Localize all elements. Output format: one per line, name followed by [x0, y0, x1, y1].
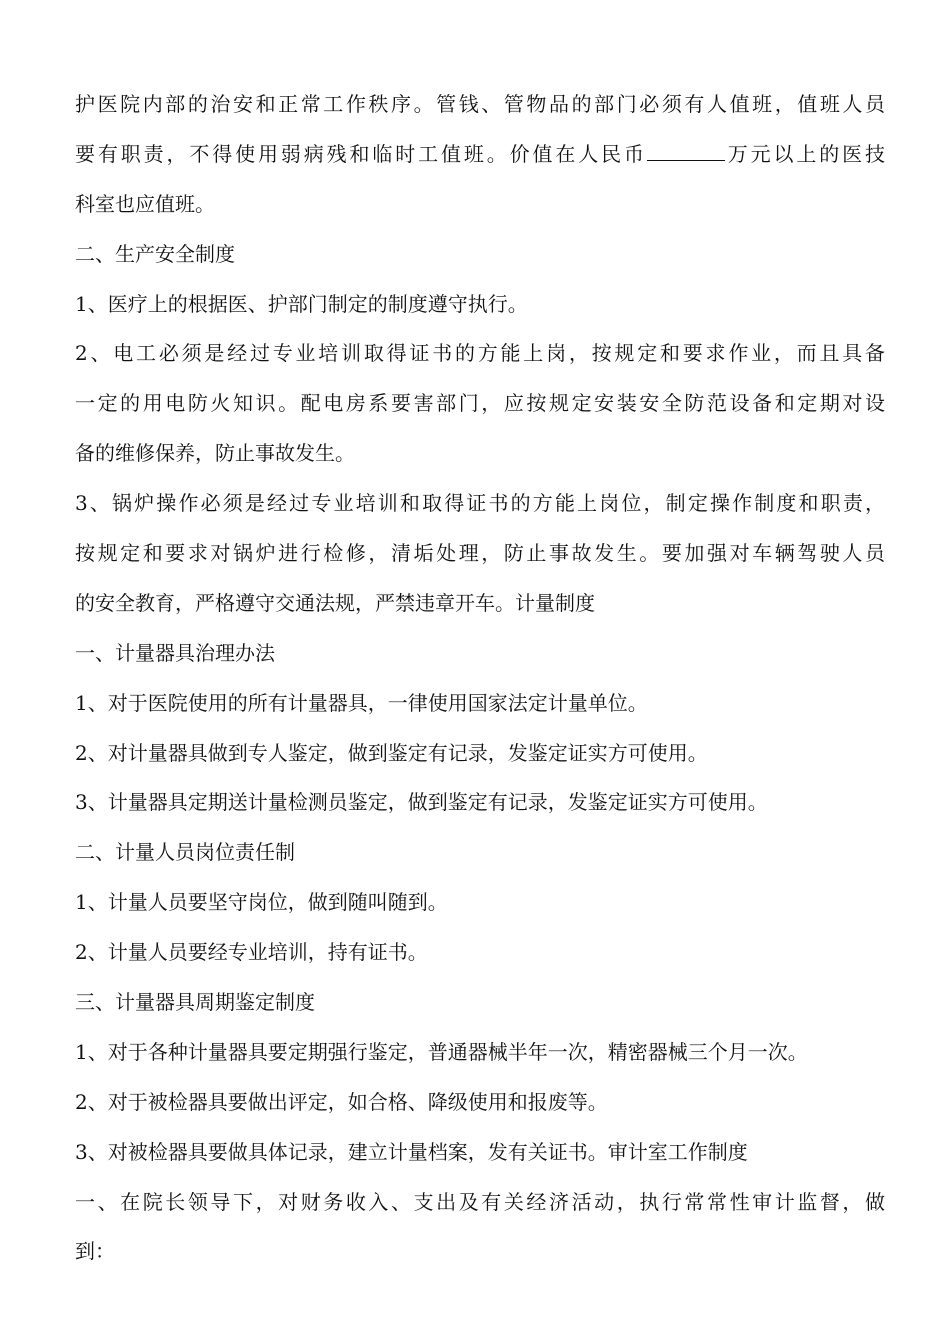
text-line-23: 一、在院长领导下，对财务收入、支出及有关经济活动，执行常常性审计监督，做 — [75, 1189, 885, 1214]
text-line-2 — [75, 130, 885, 180]
text-line-1: 护医院内部的治安和正常工作秩序。管钱、管物品的部门必须有人值班，值班人员 — [75, 92, 885, 116]
text-line-5: 1、医疗上的根据医、护部门制定的制度遵守执行。 — [75, 291, 528, 316]
text-line-6: 2、电工必须是经过专业培训取得证书的方能上岗，按规定和要求作业，而且具备 — [75, 341, 885, 366]
text-line-2-part-a: 要有职责，不得使用弱病残和临时工值班。价值在人民币 — [75, 141, 647, 166]
document-page — [75, 80, 885, 1277]
section-heading-periodic-verification: 三、计量器具周期鉴定制度 — [75, 990, 315, 1015]
text-line-20: 1、对于各种计量器具要定期强行鉴定，普通器械半年一次，精密器械三个月一次。 — [75, 1039, 808, 1064]
text-line-17: 1、计量人员要坚守岗位，做到随叫随到。 — [75, 890, 448, 915]
section-heading-production-safety: 二、生产安全制度 — [75, 241, 235, 266]
text-line-7: 一定的用电防火知识。配电房系要害部门，应按规定安装安全防范设备和定期对设 — [75, 391, 885, 416]
text-line-24: 到： — [75, 1239, 115, 1264]
text-line-3: 科室也应值班。 — [75, 191, 215, 216]
section-heading-staff-responsibility: 二、计量人员岗位责任制 — [75, 840, 295, 865]
text-line-22: 3、对被检器具要做具体记录，建立计量档案，发有关证书。审计室工作制度 — [75, 1139, 748, 1164]
text-line-9: 3、锅炉操作必须是经过专业培训和取得证书的方能上岗位，制定操作制度和职责， — [75, 491, 885, 516]
text-line-13: 1、对于医院使用的所有计量器具，一律使用国家法定计量单位。 — [75, 690, 648, 715]
text-line-11: 的安全教育，严格遵守交通法规，严禁违章开车。计量制度 — [75, 590, 595, 615]
text-line-18: 2、计量人员要经专业培训，持有证书。 — [75, 940, 428, 965]
text-line-2-part-b: 万元以上的医技 — [724, 141, 885, 166]
fill-in-blank — [647, 159, 725, 161]
text-line-14: 2、对计量器具做到专人鉴定，做到鉴定有记录，发鉴定证实方可使用。 — [75, 740, 708, 765]
text-line-21: 2、对于被检器具要做出评定，如合格、降级使用和报废等。 — [75, 1089, 608, 1114]
text-line-10: 按规定和要求对锅炉进行检修，清垢处理，防止事故发生。要加强对车辆驾驶人员 — [75, 541, 885, 566]
section-heading-instrument-management: 一、计量器具治理办法 — [75, 640, 275, 665]
text-line-15: 3、计量器具定期送计量检测员鉴定，做到鉴定有记录，发鉴定证实方可使用。 — [75, 790, 768, 815]
text-line-8: 备的维修保养，防止事故发生。 — [75, 441, 355, 466]
